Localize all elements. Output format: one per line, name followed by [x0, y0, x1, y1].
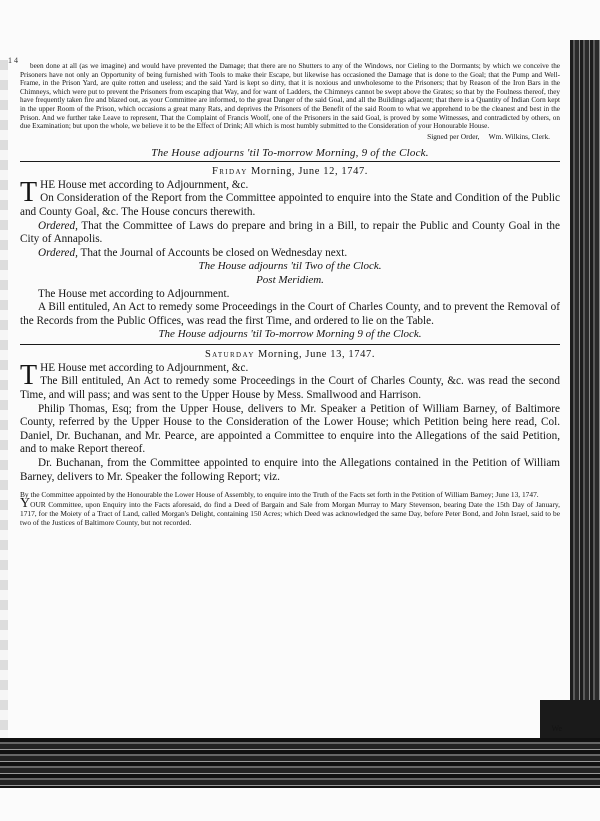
committee-drop-cap: Y: [20, 496, 31, 512]
met-again-para: The House met according to Adjournment.: [38, 287, 230, 300]
friday-met-text: HE House met according to Adjournment, &c.: [40, 178, 249, 191]
scan-edge-left: [0, 60, 8, 740]
saturday-proceedings: [20, 359, 560, 484]
friday-date: Morning, June 12, 1747.: [250, 165, 369, 177]
saturday-drop-cap: T: [20, 359, 38, 391]
signature-line: [20, 132, 550, 141]
saturday-met-para: [20, 359, 560, 403]
committee-report: [20, 490, 560, 527]
adjourn-note-1: The House adjourns 'til To-morrow Morning, 9 of the Clock.: [151, 146, 429, 159]
report-continuation: [20, 62, 560, 131]
committee-heading: By the Committee appointed by the Honourable the Lower House of Assembly, to enquire into the Truth of the Facts set forth in the Petition of William Barney; June 13, 1747.: [20, 490, 539, 500]
ordered-text-1: That the Committee of Laws do prepare and bring in a Bill, to repair the Public and County Goal in the City of Annapolis.: [20, 219, 560, 246]
post-meridiem: Post Meridiem.: [256, 273, 324, 286]
committee-body: OUR Committee, upon Enquiry into the Facts aforesaid, do find a Deed of Bargain and Sale from Morgan Murray to Mary Stevenson, bearing Date the 15th Day of January, 1717, for the Moiety of a Tract of Land, called Morgan's Delight, containing 150 Acres; which Deed was acknowledged the same Day, before Peter Bond, and John Israel, said to be two of the Justices of Baltimore County, but not recorded.: [20, 500, 560, 528]
scan-edge-bottom: [0, 738, 600, 788]
section-rule-2: [20, 344, 560, 345]
adjourn-note-2: The House adjourns 'til Two of the Clock.: [198, 260, 382, 273]
page-number: 1 4: [8, 56, 18, 65]
friday-date-heading: [20, 166, 560, 177]
section-rule-1: [20, 161, 560, 162]
saturday-met-text: HE House met according to Adjournment, &c.: [40, 361, 249, 374]
report-text: been done at all (as we imagine) and would have prevented the Damage; that there are no Shutters to any of the Windows, nor Cieling to the Dormants; by which we conceive the Prisoners have not only an Opportunity of being furnished with Tools to make their Escape, but likewise has occasioned the Damage that is done to the Goal; that the Pump and Well-Frame, in the Prison Yard, are quite rotten and useless; and the said Yard is kept so dirty, that it is noxious and unwholesome to the Prisoners; that by Reason of the Iron Bars in the Chimneys, which were put to prevent the Prisoners from escaping that Way, and for want of Ladders, the Chimneys cannot be swept above the Grates; so that by the Foulness thereof, they have frequently taken fire and blazed out, as your Committee are informed, to the great Danger of the said Goal, and all the Buildings adjacent; that there is a Quantity of Indian Corn kept in the upper Room of the Prison, which occasions a great many Rats, and deprives the Prisoners of the Benefit of the said Room to what we apprehend to be the cleanest and best in the Prison. And we further take Leave to represent, That the Complaint of Francis Woolf, one of the Prisoners in the said Goal, is proved by some Witnesses, and contradicted by others, on due Examination; but upon the whole, we believe it to be the Effect of Drink; All which is most humbly submitted to the Consideration of your Honourable House.: [20, 62, 560, 131]
buchanan-para: Dr. Buchanan, from the Committee appointed to enquire into the Allegations contained in the Petition of William Barney, delivers to Mr. Speaker the following Report; viz.: [20, 457, 560, 483]
ordered-para-2: [20, 247, 560, 261]
ordered-label-1: Ordered,: [38, 219, 78, 232]
saturday-day: Saturday: [204, 348, 255, 360]
friday-day: Friday: [211, 165, 248, 177]
friday-consideration: On Consideration of the Report from the Committee appointed to enquire into the State and Condition of the Public and County Goal, &c. The House concurs therewith.: [20, 192, 560, 218]
friday-drop-cap: T: [20, 176, 38, 208]
bill-second-reading: The Bill entituled, An Act to remedy some Proceedings in the Court of Charles County, &c. was read the second Time, and will pass; and was sent to the Upper House by Mess. Smallwood and Harrison.: [20, 375, 560, 402]
page-content: [20, 62, 560, 527]
ordered-label-2: Ordered,: [38, 246, 78, 259]
ordered-para-1: [20, 220, 560, 247]
philip-thomas-para: Philip Thomas, Esq; from the Upper House, delivers to Mr. Speaker a Petition of William Barney, of Baltimore County, referred by the Upper House to the Consideration of the Lower House; which Petition being here read, Col. Daniel, Dr. Buchanan, and Mr. Pearce, are appointed a Committee to enquire into the Allegations of the said Petition, and to make Report thereof.: [20, 402, 560, 456]
saturday-date: Morning, June 13, 1747.: [258, 348, 376, 360]
scan-edge-right: [570, 40, 600, 740]
clerk-name: Wm. Wilkins, Clerk.: [488, 131, 550, 141]
friday-proceedings: [20, 176, 560, 342]
friday-met-para: [20, 176, 560, 220]
adjourn-note-3: The House adjourns 'til To-morrow Morning 9 of the Clock.: [158, 328, 422, 341]
catchword: We: [551, 724, 562, 733]
saturday-date-heading: [20, 349, 560, 360]
bill-first-reading: A Bill entituled, An Act to remedy some Proceedings in the Court of Charles County, and to prevent the Removal of the Records from the Public Offices, was read the first Time, and ordered to lie on the Table.: [20, 301, 560, 327]
signed-per-order: Signed per Order,: [427, 131, 480, 141]
committee-body-para: [20, 496, 560, 528]
ordered-text-2: That the Journal of Accounts be closed on Wednesday next.: [80, 246, 348, 259]
